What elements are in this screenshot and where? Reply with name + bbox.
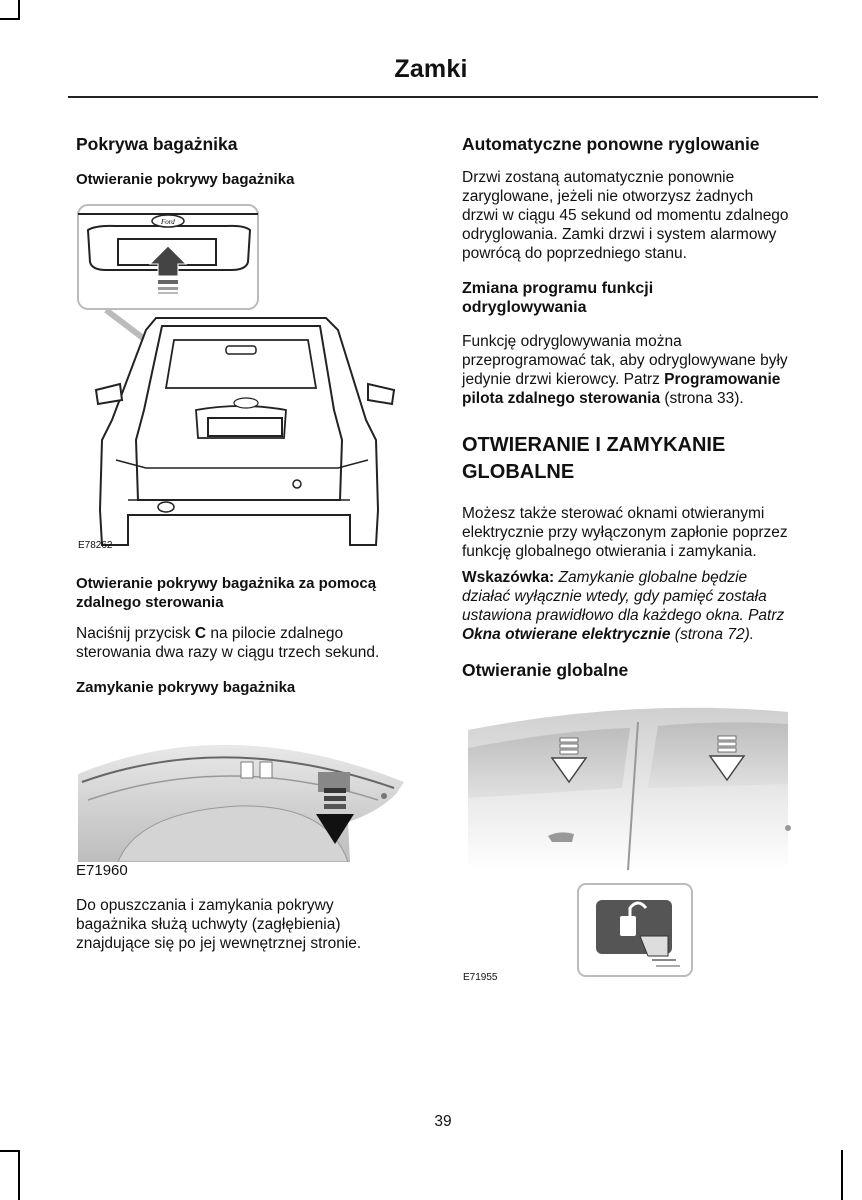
auto-paragraph-line2: zaryglowane, jeżeli nie otworzysz żadnych	[462, 188, 754, 205]
global-paragraph-line1: Możesz także sterować oknami otwieranymi	[462, 505, 765, 522]
section-heading-auto-relock: Automatyczne ponowne ryglowanie	[462, 134, 760, 154]
change-paragraph-line1: Funkcję odryglowywania można	[462, 333, 682, 350]
close-paragraph-line2: bagażnika służą uchwyty (zagłębienia)	[76, 916, 341, 933]
figure-code-tailgate: E71960	[76, 862, 128, 879]
subheading-open-remote-line2: zdalnego sterowania	[76, 594, 224, 611]
section-heading-global-line2: GLOBALNE	[462, 461, 575, 483]
figure-car-rear	[76, 200, 406, 555]
crop-mark-top-left	[18, 0, 20, 18]
link-power-windows[interactable]: Okna otwierane elektrycznie	[462, 626, 671, 643]
crop-mark-bottom-left-h	[0, 1150, 20, 1152]
global-paragraph-line3: funkcję globalnego otwierania i zamykania.	[462, 543, 757, 560]
change-paragraph-line2: przeprogramować tak, aby odryglowywane były	[462, 352, 788, 369]
title-rule	[68, 96, 818, 98]
page-title: Zamki	[394, 55, 468, 83]
subheading-close-trunk: Zamykanie pokrywy bagażnika	[76, 679, 296, 696]
subheading-open-remote-line1: Otwieranie pokrywy bagażnika za pomocą	[76, 575, 377, 592]
key-c: C	[194, 625, 207, 642]
figure-global-open	[462, 700, 798, 980]
close-paragraph-line1: Do opuszczania i zamykania pokrywy	[76, 897, 334, 914]
auto-paragraph-line4: odryglowania. Zamki drzwi i system alarmowy	[462, 226, 777, 243]
auto-paragraph-line3: drzwi w ciągu 45 sekund od momentu zdalnego	[462, 207, 789, 224]
note-line1: Wskazówka: Zamykanie globalne będzie	[462, 569, 748, 586]
section-heading-global-line1: OTWIERANIE I ZAMYKANIE	[462, 434, 726, 456]
close-paragraph-line3: znajdujące się po jej wewnętrznej stronie.	[76, 935, 362, 952]
crop-mark-top-left-h	[0, 18, 20, 20]
change-paragraph-line3: jedynie drzwi kierowcy. Patrz Programowanie	[462, 371, 781, 388]
page-number: 39	[434, 1113, 452, 1130]
global-paragraph-line2: elektrycznie przy wyłączonym zapłonie poprzez	[462, 524, 788, 541]
note-line3: ustawiona prawidłowo dla każdego okna. Patrz	[462, 607, 785, 624]
note-label: Wskazówka:	[462, 569, 555, 586]
change-paragraph-line4: pilota zdalnego sterowania (strona 33).	[462, 390, 744, 407]
crop-mark-bottom-right	[841, 1150, 843, 1200]
auto-paragraph-line1: Drzwi zostaną automatycznie ponownie	[462, 169, 735, 186]
crop-mark-bottom-left	[18, 1150, 20, 1200]
remote-paragraph-line2: sterowania dwa razy w ciągu trzech sekund.	[76, 644, 380, 661]
subheading-open-trunk: Otwieranie pokrywy bagażnika	[76, 171, 295, 188]
subheading-global-open: Otwieranie globalne	[462, 660, 629, 680]
subheading-change-program-line1: Zmiana programu funkcji	[462, 280, 654, 297]
note-line2: działać wyłącznie wtedy, gdy pamięć została	[462, 588, 767, 605]
section-heading-trunk: Pokrywa bagażnika	[76, 134, 238, 154]
link-programming-remote-cont[interactable]: pilota zdalnego sterowania	[462, 390, 661, 407]
remote-paragraph-line1: Naciśnij przycisk C na pilocie zdalnego	[76, 625, 344, 642]
figure-code-car-rear: E78262	[78, 540, 113, 551]
auto-paragraph-line5: powrócą do poprzedniego stanu.	[462, 245, 687, 262]
subheading-change-program-line2: odryglowywania	[462, 299, 587, 316]
figure-code-global-open: E71955	[463, 972, 498, 983]
note-line4: Okna otwierane elektrycznie (strona 72).	[462, 626, 755, 643]
svg-text:Ford: Ford	[161, 218, 175, 226]
link-programming-remote[interactable]: Programowanie	[664, 371, 781, 388]
figure-tailgate-interior	[78, 722, 408, 862]
